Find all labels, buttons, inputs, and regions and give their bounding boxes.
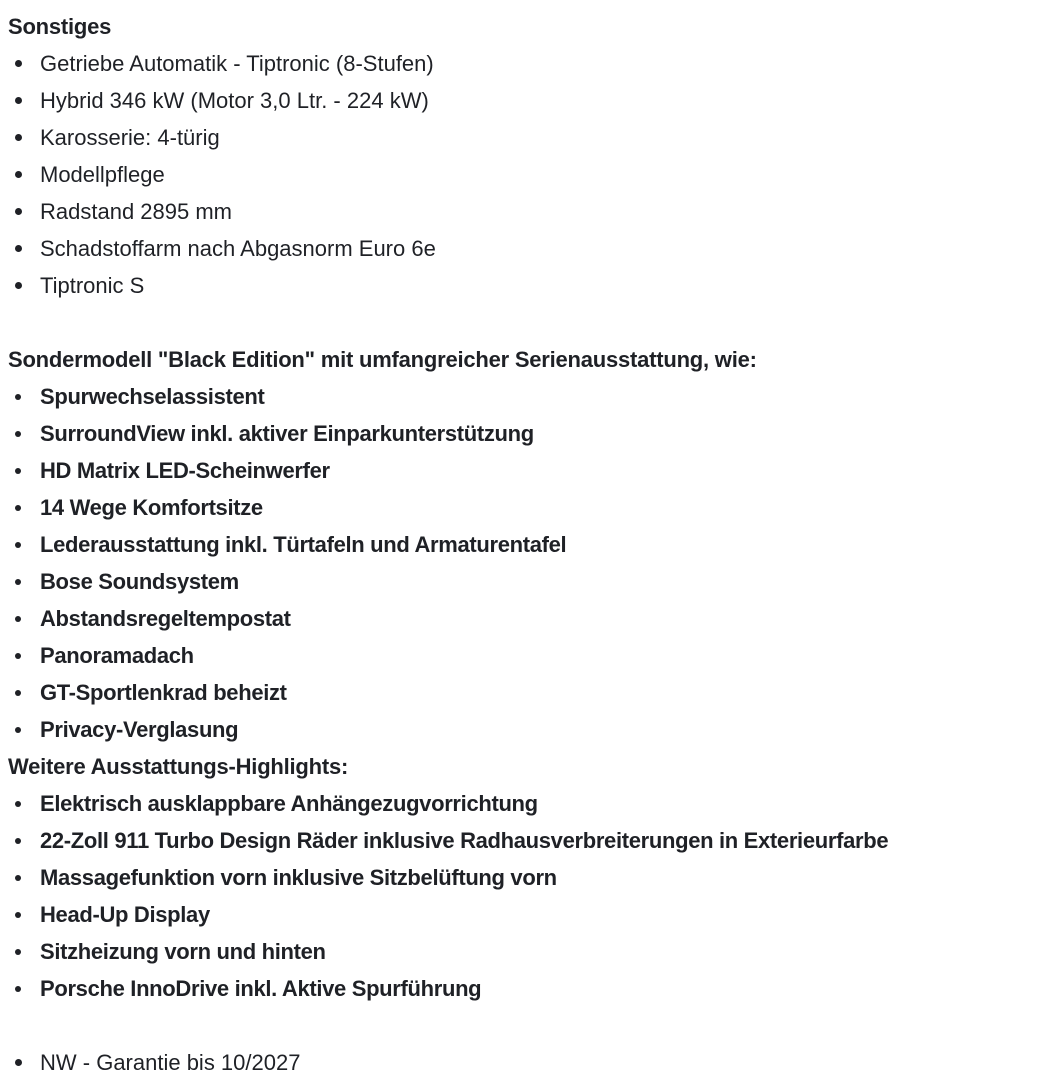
list-item-text: Porsche InnoDrive inkl. Aktive Spurführung [40, 976, 482, 1001]
list-item-text: Lederausstattung inkl. Türtafeln und Armaturentafel [40, 532, 567, 557]
list-item [8, 896, 1033, 933]
bullet-icon [15, 60, 22, 67]
list-item [8, 267, 1033, 304]
list-item [8, 711, 1033, 748]
list-item [8, 378, 1033, 415]
list-item [8, 193, 1033, 230]
bullet-icon [15, 838, 21, 844]
list-item [8, 970, 1033, 1007]
bullet-icon [15, 97, 22, 104]
list-item [8, 45, 1033, 82]
bullet-icon [15, 505, 21, 511]
bullet-icon [15, 394, 21, 400]
bullet-icon [15, 282, 22, 289]
bullet-icon [15, 986, 21, 992]
list-item-text: Head-Up Display [40, 902, 210, 927]
list-item [8, 1044, 1033, 1081]
list-item [8, 156, 1033, 193]
list-item-text: 22-Zoll 911 Turbo Design Räder inklusive Radhausverbreiterungen in Exterieurfarbe [40, 828, 889, 853]
list-item-text: Getriebe Automatik - Tiptronic (8-Stufen) [40, 51, 434, 76]
list-item-text: Radstand 2895 mm [40, 199, 232, 224]
bullet-icon [15, 208, 22, 215]
warranty-list [8, 1044, 1033, 1081]
list-item-text: Sitzheizung vorn und hinten [40, 939, 326, 964]
list-item-text: Elektrisch ausklappbare Anhängezugvorrichtung [40, 791, 538, 816]
bullet-icon [15, 245, 22, 252]
list-item-text: Massagefunktion vorn inklusive Sitzbelüftung vorn [40, 865, 557, 890]
section-heading-sonstiges: Sonstiges [8, 14, 112, 39]
sondermodell-equipment-list [8, 378, 1033, 748]
list-item-text: Karosserie: 4-türig [40, 125, 220, 150]
list-item-text: Panoramadach [40, 643, 194, 668]
list-item-text: NW - Garantie bis 10/2027 [40, 1050, 301, 1075]
bullet-icon [15, 468, 21, 474]
list-item-text: Spurwechselassistent [40, 384, 265, 409]
bullet-icon [15, 801, 21, 807]
bullet-icon [15, 727, 21, 733]
bullet-icon [15, 431, 21, 437]
list-item-text: Bose Soundsystem [40, 569, 239, 594]
list-item [8, 600, 1033, 637]
list-item [8, 119, 1033, 156]
bullet-icon [15, 949, 21, 955]
list-item [8, 785, 1033, 822]
list-item [8, 230, 1033, 267]
list-item-text: GT-Sportlenkrad beheizt [40, 680, 287, 705]
sonstiges-list [8, 45, 1033, 304]
list-item-text: Privacy-Verglasung [40, 717, 239, 742]
highlights-equipment-list [8, 785, 1033, 1007]
bullet-icon [15, 134, 22, 141]
section-heading-sondermodell: Sondermodell "Black Edition" mit umfangreicher Serienausstattung, wie: [8, 347, 757, 372]
section-heading-highlights: Weitere Ausstattungs-Highlights: [8, 754, 349, 779]
list-item-text: HD Matrix LED-Scheinwerfer [40, 458, 330, 483]
list-item-text: 14 Wege Komfortsitze [40, 495, 263, 520]
bullet-icon [15, 579, 21, 585]
list-item [8, 637, 1033, 674]
list-item [8, 82, 1033, 119]
bullet-icon [15, 542, 21, 548]
list-item-text: Hybrid 346 kW (Motor 3,0 Ltr. - 224 kW) [40, 88, 429, 113]
bullet-icon [15, 875, 21, 881]
list-item-text: SurroundView inkl. aktiver Einparkunterstützung [40, 421, 534, 446]
list-item [8, 933, 1033, 970]
list-item-text: Schadstoffarm nach Abgasnorm Euro 6e [40, 236, 436, 261]
list-item [8, 674, 1033, 711]
list-item-text: Abstandsregeltempostat [40, 606, 291, 631]
bullet-icon [15, 912, 21, 918]
list-item-text: Modellpflege [40, 162, 165, 187]
list-item [8, 822, 1033, 859]
bullet-icon [15, 653, 21, 659]
list-item [8, 526, 1033, 563]
list-item [8, 415, 1033, 452]
list-item [8, 859, 1033, 896]
list-item-text: Tiptronic S [40, 273, 145, 298]
list-item [8, 489, 1033, 526]
bullet-icon [15, 616, 21, 622]
bullet-icon [15, 690, 21, 696]
list-item [8, 452, 1033, 489]
bullet-icon [15, 171, 22, 178]
list-item [8, 563, 1033, 600]
bullet-icon [15, 1059, 22, 1066]
